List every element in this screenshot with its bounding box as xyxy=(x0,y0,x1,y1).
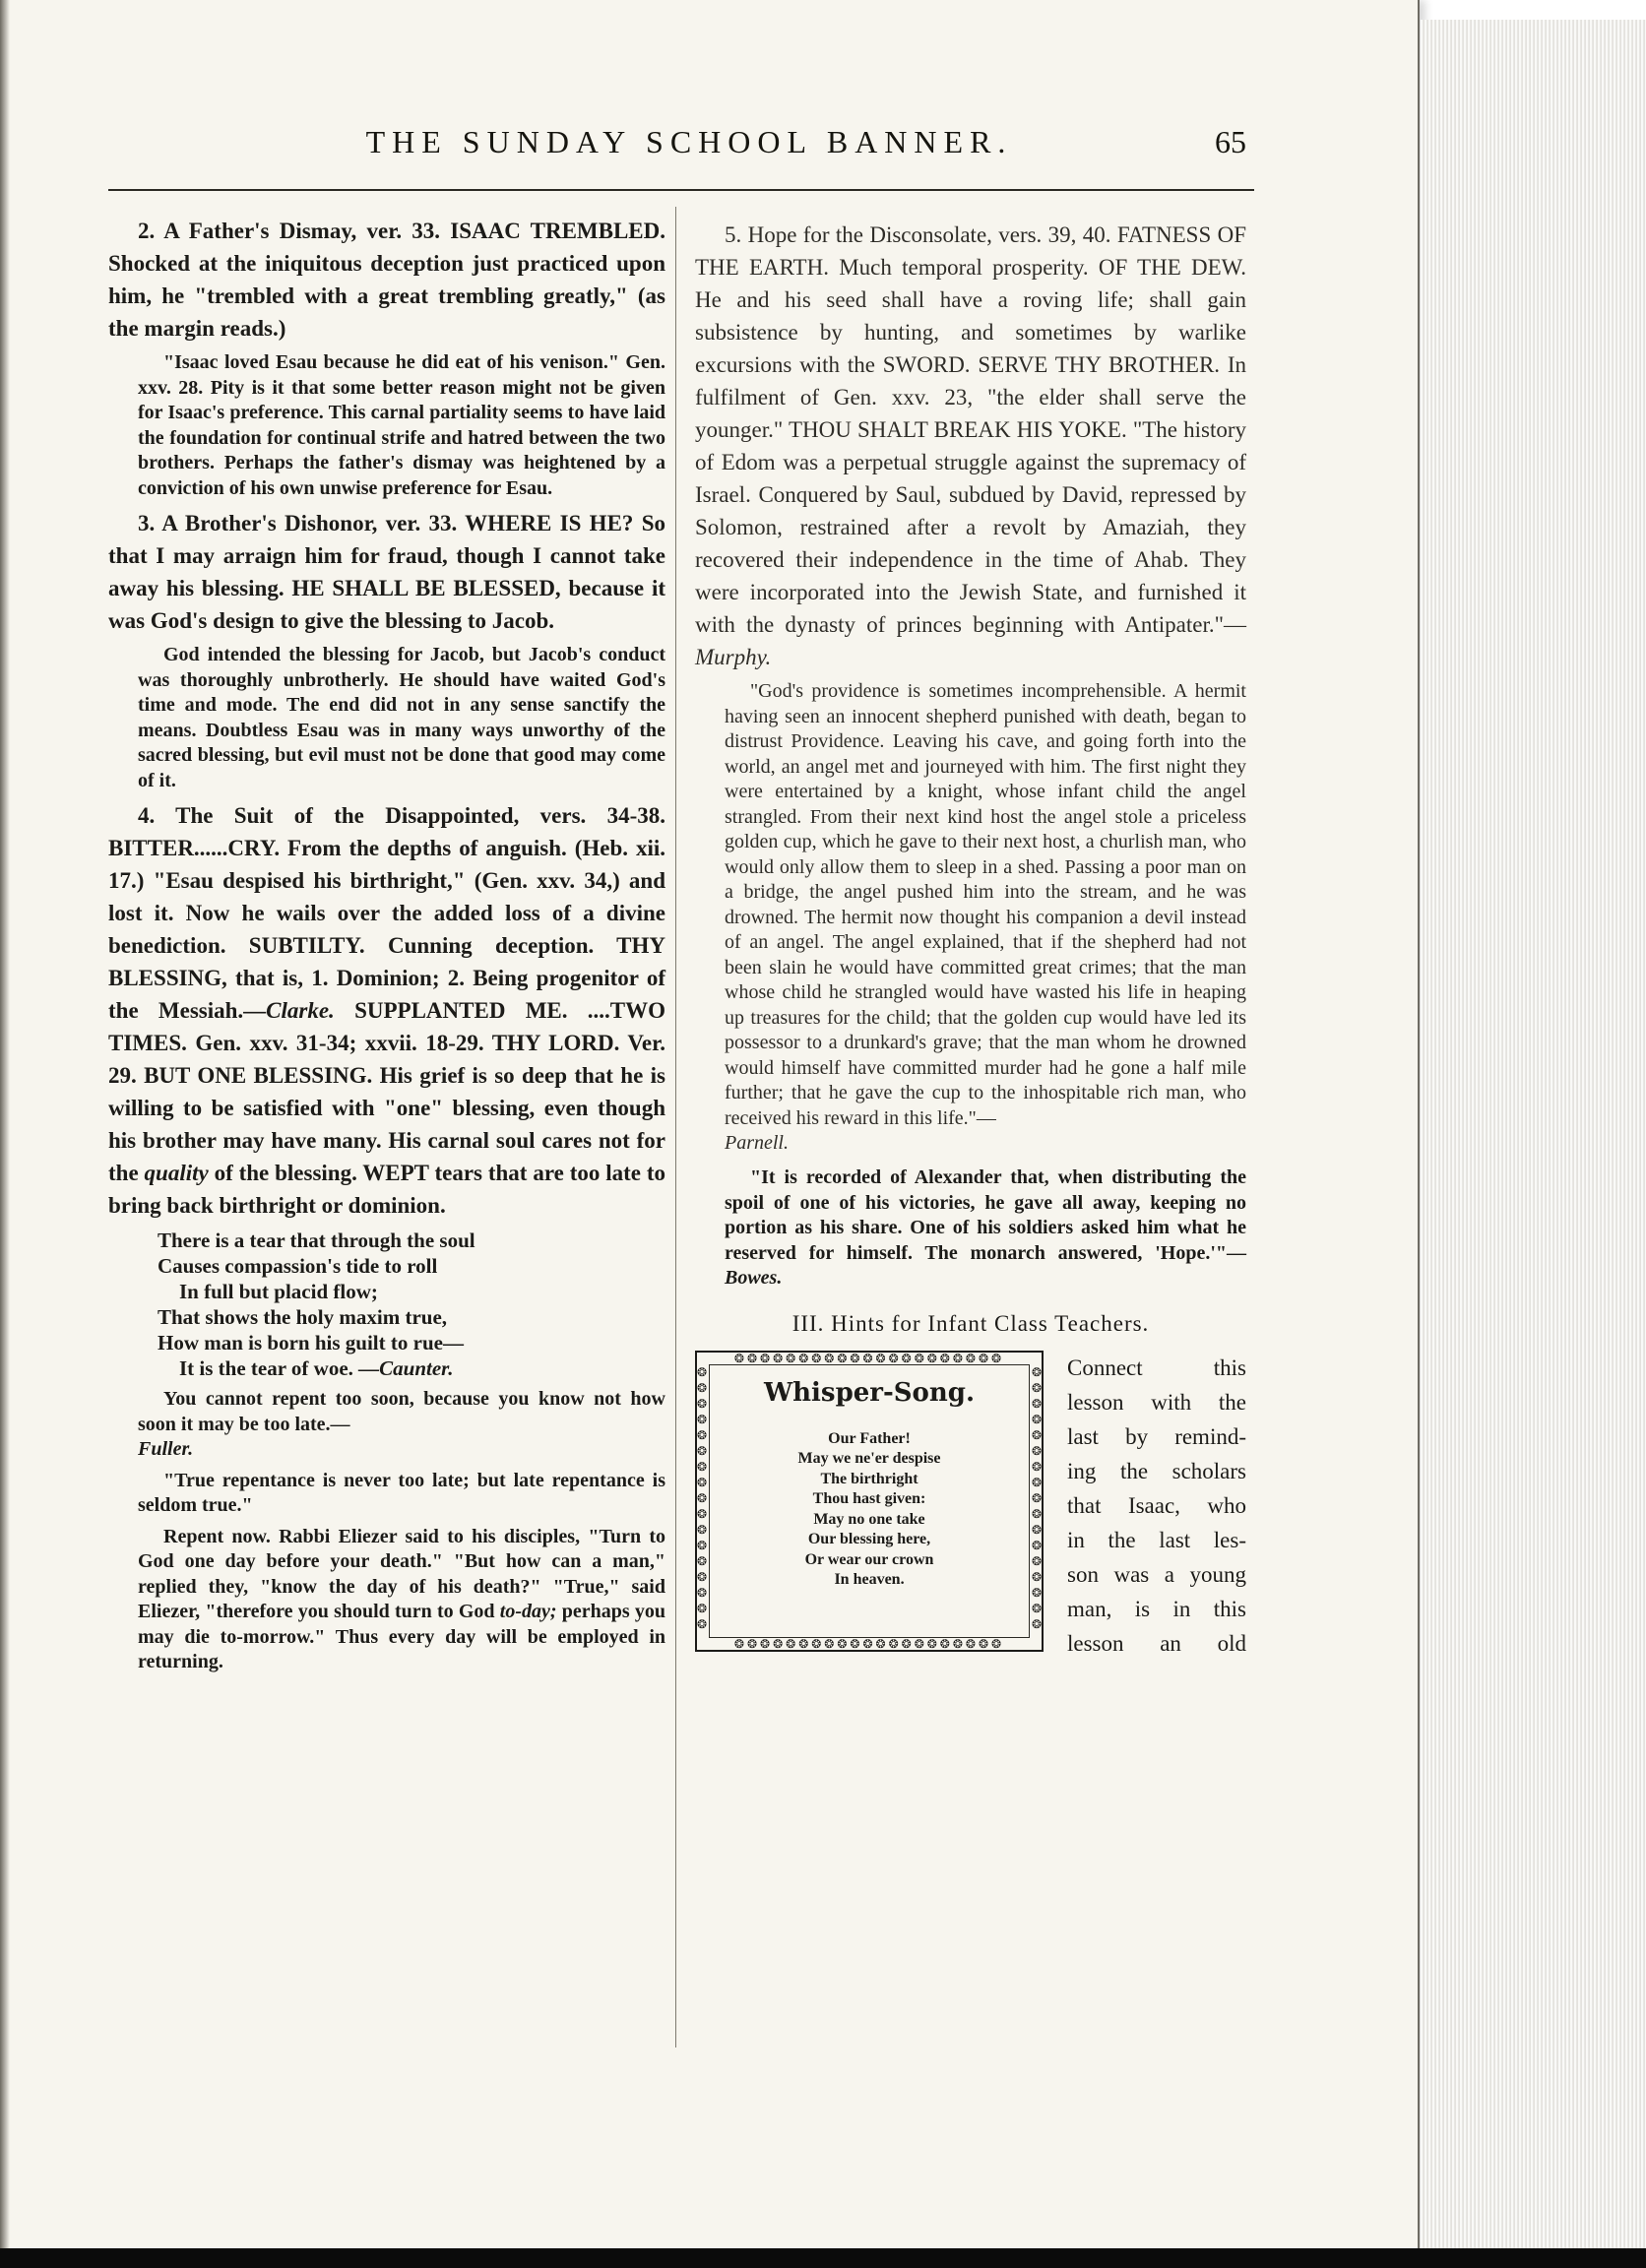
section-suit-of-disappointed xyxy=(108,799,665,1222)
suit-text-part-2: SUPPLANTED ME. ....TWO TIMES. Gen. xxv. 31-34; xxvii. 18-29. THY LORD. Ver. 29. BUT ONE BLESSING. His grief is so deep that he is willing to be satisfied with "one" blessing, even though his brother may have many. His carnal soul cares not for the xyxy=(108,998,665,1185)
suit-citation-clarke: Clarke. xyxy=(266,998,335,1023)
verse-line: Or wear our crown xyxy=(804,1550,934,1568)
suit-text-part-1: 4. The Suit of the Disappointed, vers. 34-38. BITTER......CRY. From the depths of anguish. (Heb. xii. 17.) "Esau despised his birthright," (Gen. xxv. 34,) and lost it. Now he wails over the added loss of a divine benediction. SUBTILTY. Cunning deception. THY BLESSING, that is, 1. Dominion; 2. Being progenitor of the Messiah.— xyxy=(108,803,665,1023)
poem-line: That shows the holy maxim true, xyxy=(158,1305,448,1329)
hints-block xyxy=(695,1351,1246,1675)
verse-line: Our Father! xyxy=(828,1429,911,1447)
commentary-hermit-and-angel: "God's providence is sometimes incomprehensible. A hermit having seen an innocent shepherd punished with death, began to distrust Providence. Leaving his cave, and going forth into the world, an angel met and journeyed with him. The first night they were entertained by a knight, whose infant child the angel strangled. From their next kind host the angel stole a priceless golden cup, which he gave to their next host, a churlish man, who would only allow them to sleep in a shed. Passing a poor man on a bridge, the angel pushed him into the stream, and he was drowned. The hermit now thought his companion a devil instead of an angel. The angel explained, that if the shepherd had not been slain he would have committed great crimes; that the man whose child he strangled would have wasted his life in heaping up treasures for the child; that the golden cup would have led its possessor to a drunkard's grave; that the man whom he drowned would himself have committed murder had he gone a half mile further; that he gave the cup to the inhospitable rich man, who received his reward in this life."— xyxy=(725,680,1246,1129)
verse-line: The birthright xyxy=(820,1470,918,1487)
quote-repent-soon xyxy=(138,1387,665,1463)
verse-line: May we ne'er despise xyxy=(797,1450,941,1467)
quote-true-repentance: "True repentance is never too late; but late repentance is seldom true." xyxy=(138,1469,665,1516)
wrapped-line: ing the scholars xyxy=(1067,1458,1246,1483)
hermit-citation-parnell: Parnell. xyxy=(725,1132,789,1154)
section-fathers-dismay: 2. A Father's Dismay, ver. 33. ISAAC TREMBLED. Shocked at the iniquitous deception just practiced upon him, he "trembled with a great trembling greatly," (as the margin reads.) xyxy=(108,219,665,341)
quote-citation-fuller: Fuller. xyxy=(138,1438,194,1460)
left-column xyxy=(108,215,665,1681)
hints-section-heading: III. Hints for Infant Class Teachers. xyxy=(791,1310,1150,1336)
hints-wrapped-text xyxy=(1067,1351,1246,1661)
poem-line: In full but placid flow; xyxy=(179,1280,378,1303)
alexander-text: "It is recorded of Alexander that, when distributing the spoil of one of his victories, he gave all away, keeping no portion as his share. One of his soldiers asked him what he reserved for himself. The monarch answered, 'Hope.'"— xyxy=(725,1166,1246,1264)
quote-rabbi-eliezer xyxy=(138,1525,665,1675)
eliezer-emphasis-today: to-day; xyxy=(499,1601,557,1622)
wrapped-line: man, is in this xyxy=(1067,1596,1246,1621)
ornament-border-left: ❂❂❂❂❂❂❂❂❂❂❂❂❂❂❂❂❂ xyxy=(696,1364,708,1631)
verse-line: Thou hast given: xyxy=(812,1490,926,1507)
poem-line: There is a tear that through the soul xyxy=(158,1228,475,1252)
alexander-citation-bowes: Bowes. xyxy=(725,1267,783,1289)
commentary-alexander xyxy=(725,1166,1246,1292)
poem-line: How man is born his guilt to rue— xyxy=(158,1331,464,1354)
commentary-isaac-preference: "Isaac loved Esau because he did eat of his venison." Gen. xxv. 28. Pity is it that some better reason might not be given for Isaac's preference. This carnal partiality seems to have laid the foundation for continual strife and hatred between the two brothers. Perhaps the father's dismay was heightened by a conviction of his own unwise preference for Esau. xyxy=(138,351,665,499)
hope-text: 5. Hope for the Disconsolate, vers. 39, 40. FATNESS OF THE EARTH. Much temporal prosperity. OF THE DEW. He and his seed shall have a roving life; shall gain subsistence by hunting, and sometimes by warlike excursions with the SWORD. SERVE THY BROTHER. In fulfilment of Gen. xxv. 23, "the elder shall serve the younger." THOU SHALT BREAK HIS YOKE. "The history of Edom was a perpetual struggle against the supremacy of Israel. Conquered by Saul, subdued by David, repressed by Solomon, restrained after a revolt by Amaziah, they recovered their independence in the time of Ahab. They were incorporated into the Jewish State, and furnished it with the dynasty of princes beginning with Antipater."— xyxy=(695,222,1246,637)
ornament-border-right: ❂❂❂❂❂❂❂❂❂❂❂❂❂❂❂❂❂ xyxy=(1031,1364,1043,1631)
verse-line: In heaven. xyxy=(834,1571,905,1588)
wrapped-line: lesson with the xyxy=(1067,1389,1246,1415)
ornament-border-bottom: ❂❂❂❂❂❂❂❂❂❂❂❂❂❂❂❂❂❂❂❂❂ xyxy=(733,1636,1005,1651)
column-divider xyxy=(675,207,676,2048)
right-column xyxy=(695,219,1246,1675)
poem-last-line: It is the tear of woe. xyxy=(179,1356,353,1380)
eliezer-text-end: perhaps you may die to-morrow." Thus every day will be employed in returning. xyxy=(138,1601,665,1672)
wrapped-line: Connect this xyxy=(1067,1354,1246,1380)
section-brothers-dishonor: 3. A Brother's Dishonor, ver. 33. WHERE IS HE? So that I may arraign him for fraud, though I cannot take away his blessing. HE SHALL BE BLESSED, because it was God's design to give the blessing to Jacob. xyxy=(108,511,665,633)
hope-citation-murphy: Murphy. xyxy=(695,645,772,669)
scan-bottom-edge xyxy=(0,2248,1646,2268)
verse-line: May no one take xyxy=(813,1510,925,1528)
poem-citation-caunter: —Caunter. xyxy=(358,1356,454,1380)
wrapped-line: that Isaac, who xyxy=(1067,1492,1246,1518)
commentary-gods-blessing: God intended the blessing for Jacob, but Jacob's conduct was thoroughly unbrotherly. He should have waited God's time and mode. The end did not in any sense sanctify the means. Doubtless Esau was in many ways unworthy of the sacred blessing, but evil must not be done that good may come of it. xyxy=(138,644,665,791)
whisper-song-title: Whisper-Song. xyxy=(763,1377,976,1408)
poem-tear-of-woe xyxy=(158,1228,665,1381)
section-hope-for-disconsolate xyxy=(695,219,1246,673)
suit-text-part-3: of the blessing. WEPT tears that are too late to bring back birthright or dominion. xyxy=(108,1161,665,1218)
wrapped-line: son was a young xyxy=(1067,1561,1246,1587)
suit-emphasis-quality: quality xyxy=(144,1161,209,1185)
quote-repent-soon-text: You cannot repent too soon, because you know not how soon it may be too late.— xyxy=(138,1388,665,1435)
wrapped-line: last by remind- xyxy=(1067,1423,1246,1449)
whisper-song-box xyxy=(695,1351,1044,1652)
poem-line xyxy=(158,1355,665,1381)
whisper-song-verse xyxy=(697,1429,1042,1591)
poem-line: Causes compassion's tide to roll xyxy=(158,1254,438,1278)
wrapped-line: in the last les- xyxy=(1067,1527,1246,1552)
eliezer-text: Repent now. Rabbi Eliezer said to his disciples, "Turn to God one day before your death." "But how can a man," replied they, "know the day of his death?" "True," said Eliezer, "therefore you should turn to God xyxy=(138,1525,665,1622)
running-title: THE SUNDAY SCHOOL BANNER. xyxy=(365,124,1013,159)
header-rule xyxy=(108,189,1254,191)
ornament-border-top: ❂❂❂❂❂❂❂❂❂❂❂❂❂❂❂❂❂❂❂❂❂ xyxy=(733,1351,1005,1365)
page-number: 65 xyxy=(1215,124,1246,159)
verse-line: Our blessing here, xyxy=(807,1531,931,1547)
book-fore-edge xyxy=(1421,20,1646,2268)
wrapped-line: lesson an old xyxy=(1067,1630,1246,1656)
